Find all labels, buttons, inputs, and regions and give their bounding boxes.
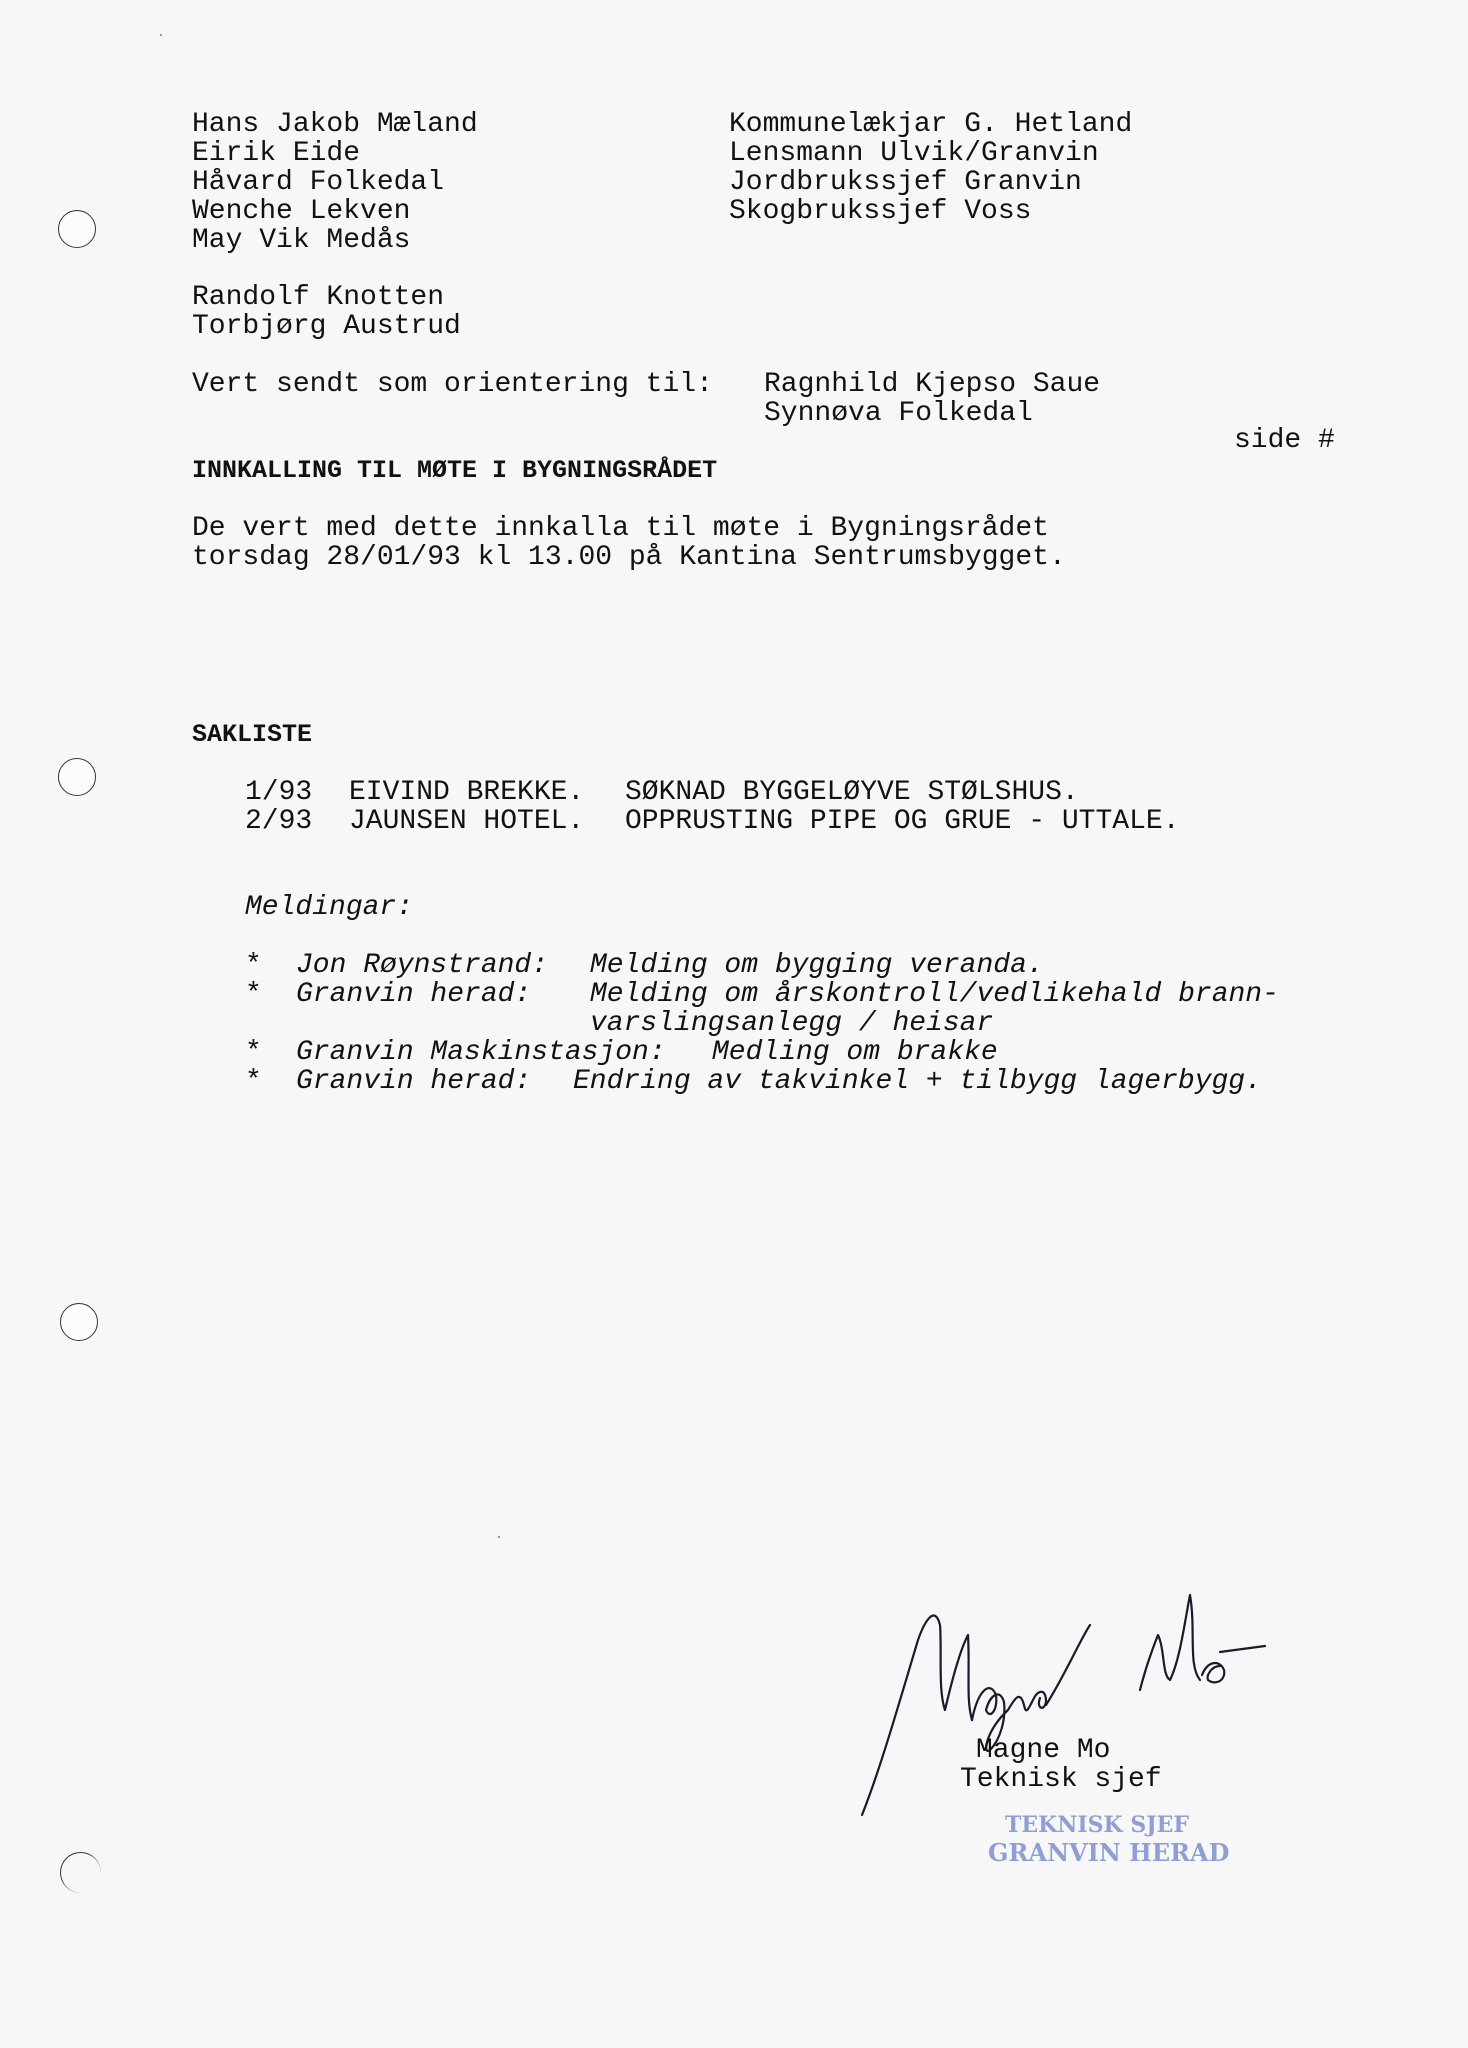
recipient-right-1: Kommunelækjar G. Hetland <box>729 109 1133 140</box>
recipient-left-1: Hans Jakob Mæland <box>192 109 478 140</box>
side-label: side # <box>1234 425 1335 456</box>
recipient-extra-2: Torbjørg Austrud <box>192 311 461 342</box>
recipient-right-2: Lensmann Ulvik/Granvin <box>729 138 1099 169</box>
stamp-line-2: GRANVIN HERAD <box>988 1838 1230 1867</box>
sak-name: JAUNSEN HOTEL. <box>349 806 585 837</box>
recipient-left-3: Håvard Folkedal <box>192 167 445 198</box>
melding-text: Endring av takvinkel + tilbygg lagerbygg. <box>573 1066 1262 1097</box>
melding-who: Granvin herad: <box>296 1066 532 1097</box>
punch-hole-3 <box>60 1303 98 1341</box>
bullet: * <box>245 950 262 981</box>
bullet: * <box>245 1066 262 1097</box>
sak-subject: OPPRUSTING PIPE OG GRUE - UTTALE. <box>625 806 1180 837</box>
intro-line-2: torsdag 28/01/93 kl 13.00 på Kantina Sentrumsbygget. <box>192 542 1066 573</box>
bullet: * <box>245 979 262 1010</box>
melding-text-cont: varslingsanlegg / heisar <box>590 1008 994 1039</box>
stamp-line-1: TEKNISK SJEF <box>1005 1812 1190 1838</box>
sak-number: 2/93 <box>245 806 313 837</box>
punch-hole-4 <box>60 1852 101 1893</box>
orientation-name-2: Synnøva Folkedal <box>764 398 1033 429</box>
melding-text: Medling om brakke <box>712 1037 998 1068</box>
melding-who: Jon Røynstrand: <box>296 950 549 981</box>
bullet: * <box>245 1037 262 1068</box>
speck <box>160 34 162 36</box>
signature-image <box>840 1580 1280 1840</box>
intro-line-1: De vert med dette innkalla til møte i Bygningsrådet <box>192 513 1049 544</box>
orientation-label: Vert sendt som orientering til: <box>192 369 713 400</box>
melding-who: Granvin herad: <box>296 979 532 1010</box>
sak-subject: SØKNAD BYGGELØYVE STØLSHUS. <box>625 777 1079 808</box>
recipient-left-4: Wenche Lekven <box>192 196 411 227</box>
recipient-right-3: Jordbrukssjef Granvin <box>729 167 1082 198</box>
melding-text: Melding om bygging veranda. <box>590 950 1044 981</box>
punch-hole-2 <box>58 758 96 796</box>
page-title: INNKALLING TIL MØTE I BYGNINGSRÅDET <box>192 456 718 485</box>
signature-name: Magne Mo <box>976 1735 1111 1766</box>
orientation-name-1: Ragnhild Kjepso Saue <box>764 369 1101 400</box>
signature-title: Teknisk sjef <box>960 1764 1162 1795</box>
recipient-left-2: Eirik Eide <box>192 138 361 169</box>
speck <box>498 1536 500 1538</box>
sakliste-title: SAKLISTE <box>192 720 313 749</box>
melding-who: Granvin Maskinstasjon: <box>296 1037 666 1068</box>
meldingar-title: Meldingar: <box>245 892 414 923</box>
sak-name: EIVIND BREKKE. <box>349 777 585 808</box>
recipient-extra-1: Randolf Knotten <box>192 282 445 313</box>
recipient-right-4: Skogbrukssjef Voss <box>729 196 1032 227</box>
recipient-left-5: May Vik Medås <box>192 225 411 256</box>
punch-hole-1 <box>58 210 96 248</box>
sak-number: 1/93 <box>245 777 313 808</box>
melding-text: Melding om årskontroll/vedlikehald brann- <box>590 979 1279 1010</box>
